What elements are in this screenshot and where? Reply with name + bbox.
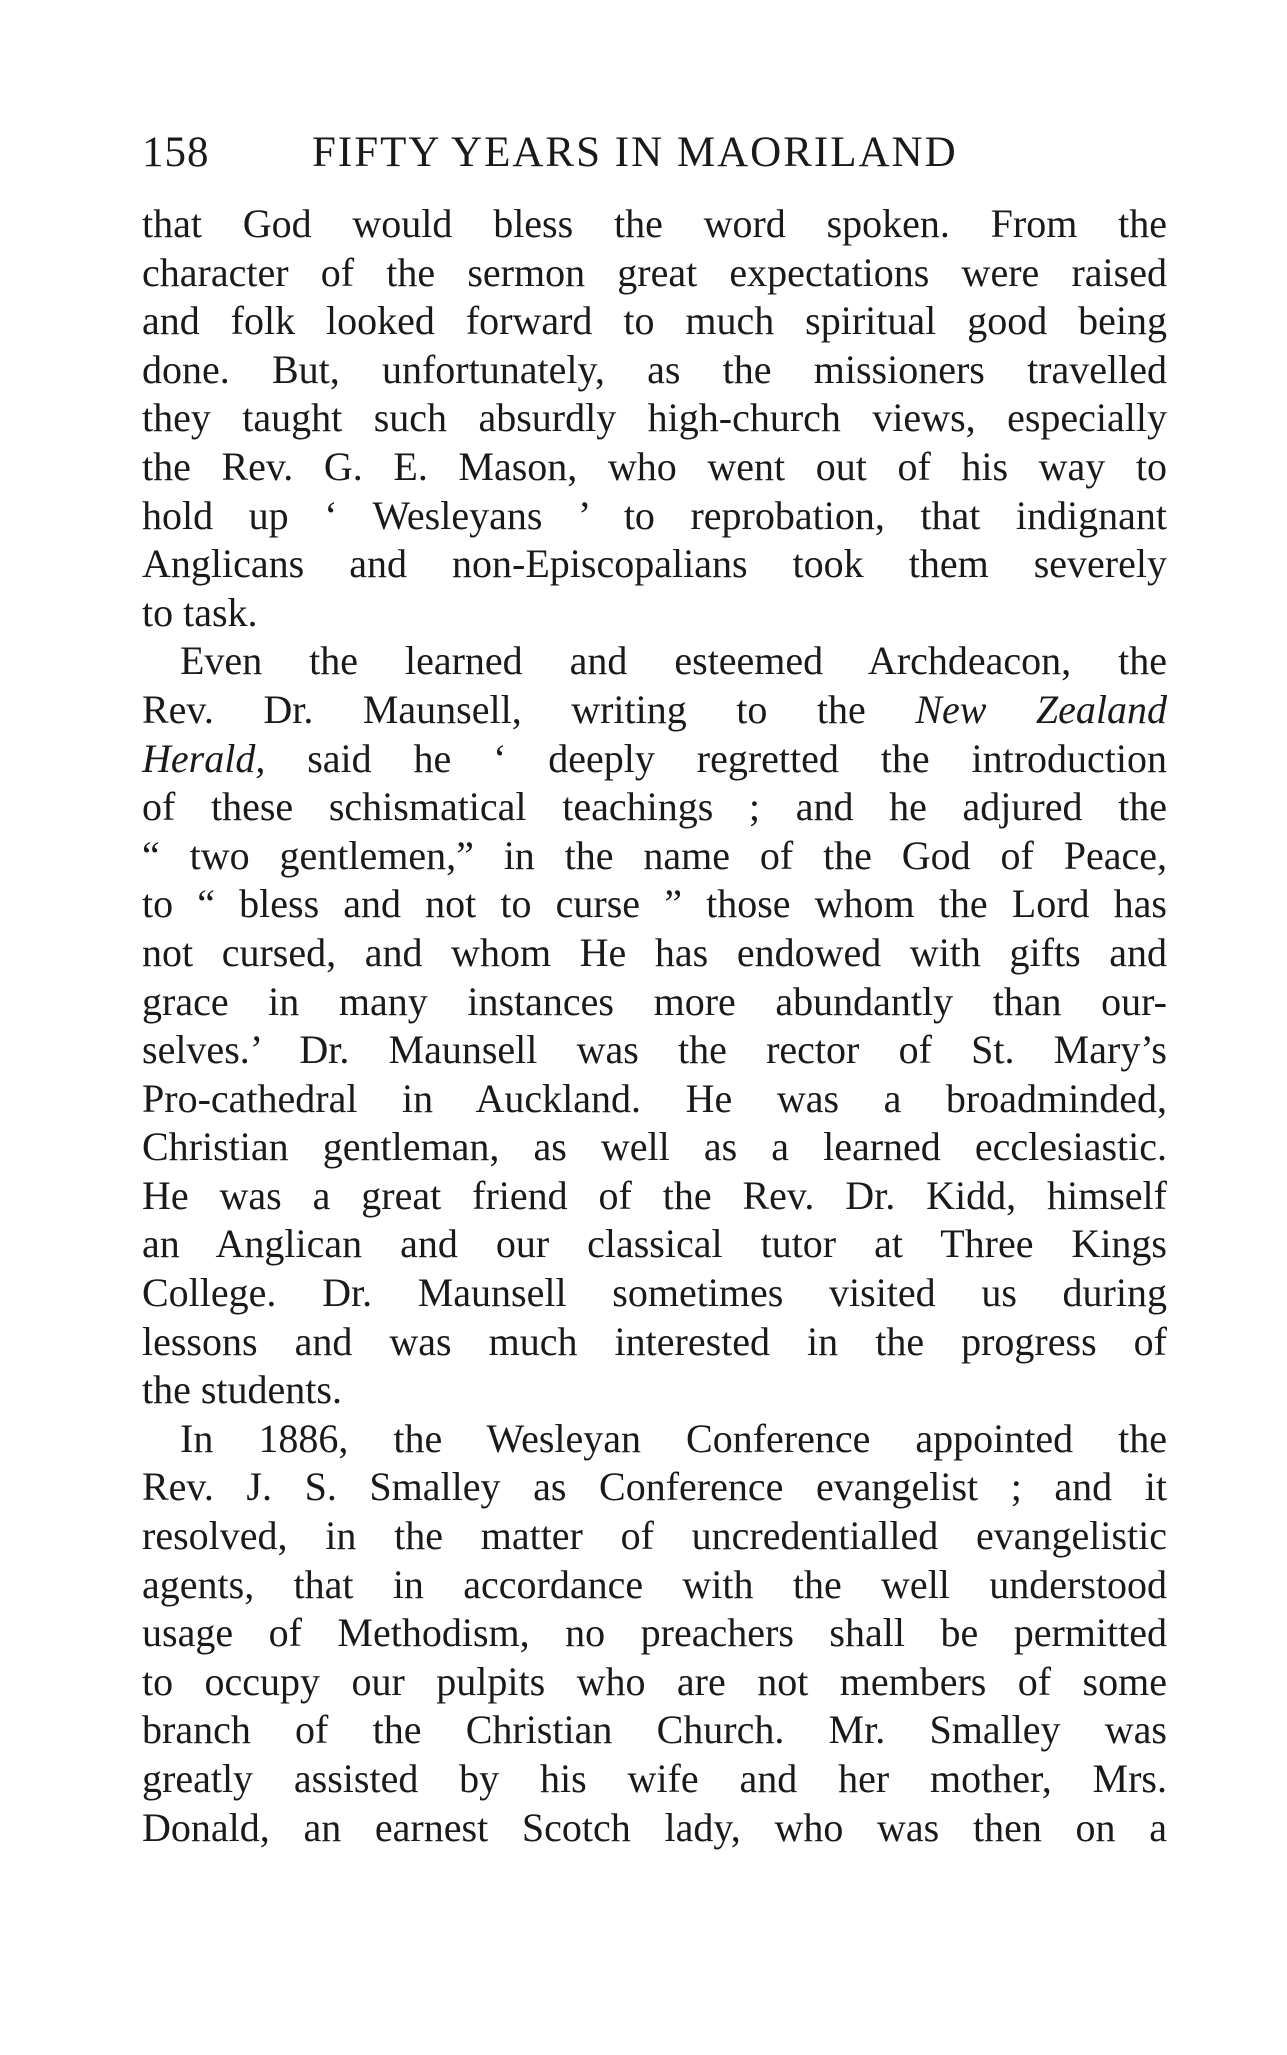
text-segment: Rev. Dr. Maunsell, writing to the — [142, 686, 866, 732]
text-line-with-italic — [142, 735, 1167, 784]
text-line: usage of Methodism, no preachers shall be permitted — [142, 1610, 1167, 1656]
book-page — [142, 128, 1167, 1852]
text-line: hold up ‘ Wesleyans ’ to reprobation, that indignant — [142, 492, 1167, 538]
text-line: that God would bless the word spoken. From the — [142, 201, 1167, 246]
newspaper-title-italic-cont: Herald, — [142, 735, 266, 781]
text-line: Even the learned and esteemed Archdeacon, the — [180, 638, 1167, 684]
text-line: He was a great friend of the Rev. Dr. Kidd, himself — [142, 1172, 1167, 1218]
text-line: resolved, in the matter of uncredentialled evangelistic — [142, 1513, 1167, 1559]
text-line: to occupy our pulpits who are not members of some — [142, 1658, 1167, 1704]
running-head — [142, 128, 1167, 188]
text-line: Anglicans and non-Episcopalians took them severely — [142, 541, 1167, 587]
text-line: Rev. J. S. Smalley as Conference evangelist ; and it — [142, 1464, 1167, 1510]
text-line: greatly assisted by his wife and her mother, Mrs. — [142, 1756, 1167, 1801]
text-segment: said he ‘ deeply regretted the introduction — [265, 735, 1167, 781]
text-line: character of the sermon great expectations were raised — [142, 249, 1167, 295]
text-line: Pro-cathedral in Auckland. He was a broadminded, — [142, 1075, 1167, 1121]
paragraph-3 — [142, 1415, 1167, 1852]
newspaper-title-italic: New Zealand — [915, 686, 1168, 732]
body-text — [142, 200, 1167, 1852]
text-line: “ two gentlemen,” in the name of the God of Peace, — [142, 832, 1167, 878]
text-line: the Rev. G. E. Mason, who went out of his way to — [142, 443, 1167, 489]
text-line: agents, that in accordance with the well understood — [142, 1561, 1167, 1607]
page-number: 158 — [142, 129, 210, 176]
paragraph-2 — [142, 637, 1167, 1415]
text-line: the students. — [142, 1367, 342, 1413]
text-line: grace in many instances more abundantly than our- — [142, 978, 1167, 1024]
text-line: of these schismatical teachings ; and he adjured the — [142, 784, 1167, 830]
text-line: selves.’ Dr. Maunsell was the rector of St. Mary’s — [142, 1027, 1167, 1073]
text-line: to task. — [142, 589, 258, 635]
text-line: lessons and was much interested in the progress of — [142, 1318, 1167, 1364]
text-line: done. But, unfortunately, as the missioners travelled — [142, 346, 1167, 392]
text-line: they taught such absurdly high-church views, especially — [142, 395, 1167, 441]
text-line: Christian gentleman, as well as a learned ecclesiastic. — [142, 1124, 1167, 1170]
text-line-with-italic — [142, 686, 1167, 735]
text-line: and folk looked forward to much spiritual good being — [142, 298, 1167, 344]
running-title: FIFTY YEARS IN MAORILAND — [312, 129, 958, 176]
text-line: In 1886, the Wesleyan Conference appointed the — [180, 1415, 1167, 1461]
text-line: College. Dr. Maunsell sometimes visited us during — [142, 1270, 1167, 1316]
text-line: an Anglican and our classical tutor at Three Kings — [142, 1221, 1167, 1267]
text-line: Donald, an earnest Scotch lady, who was then on a — [142, 1804, 1167, 1850]
text-line: to “ bless and not to curse ” those whom the Lord has — [142, 881, 1167, 927]
text-line: not cursed, and whom He has endowed with gifts and — [142, 929, 1167, 975]
text-line: branch of the Christian Church. Mr. Smalley was — [142, 1707, 1167, 1753]
paragraph-1 — [142, 200, 1167, 637]
